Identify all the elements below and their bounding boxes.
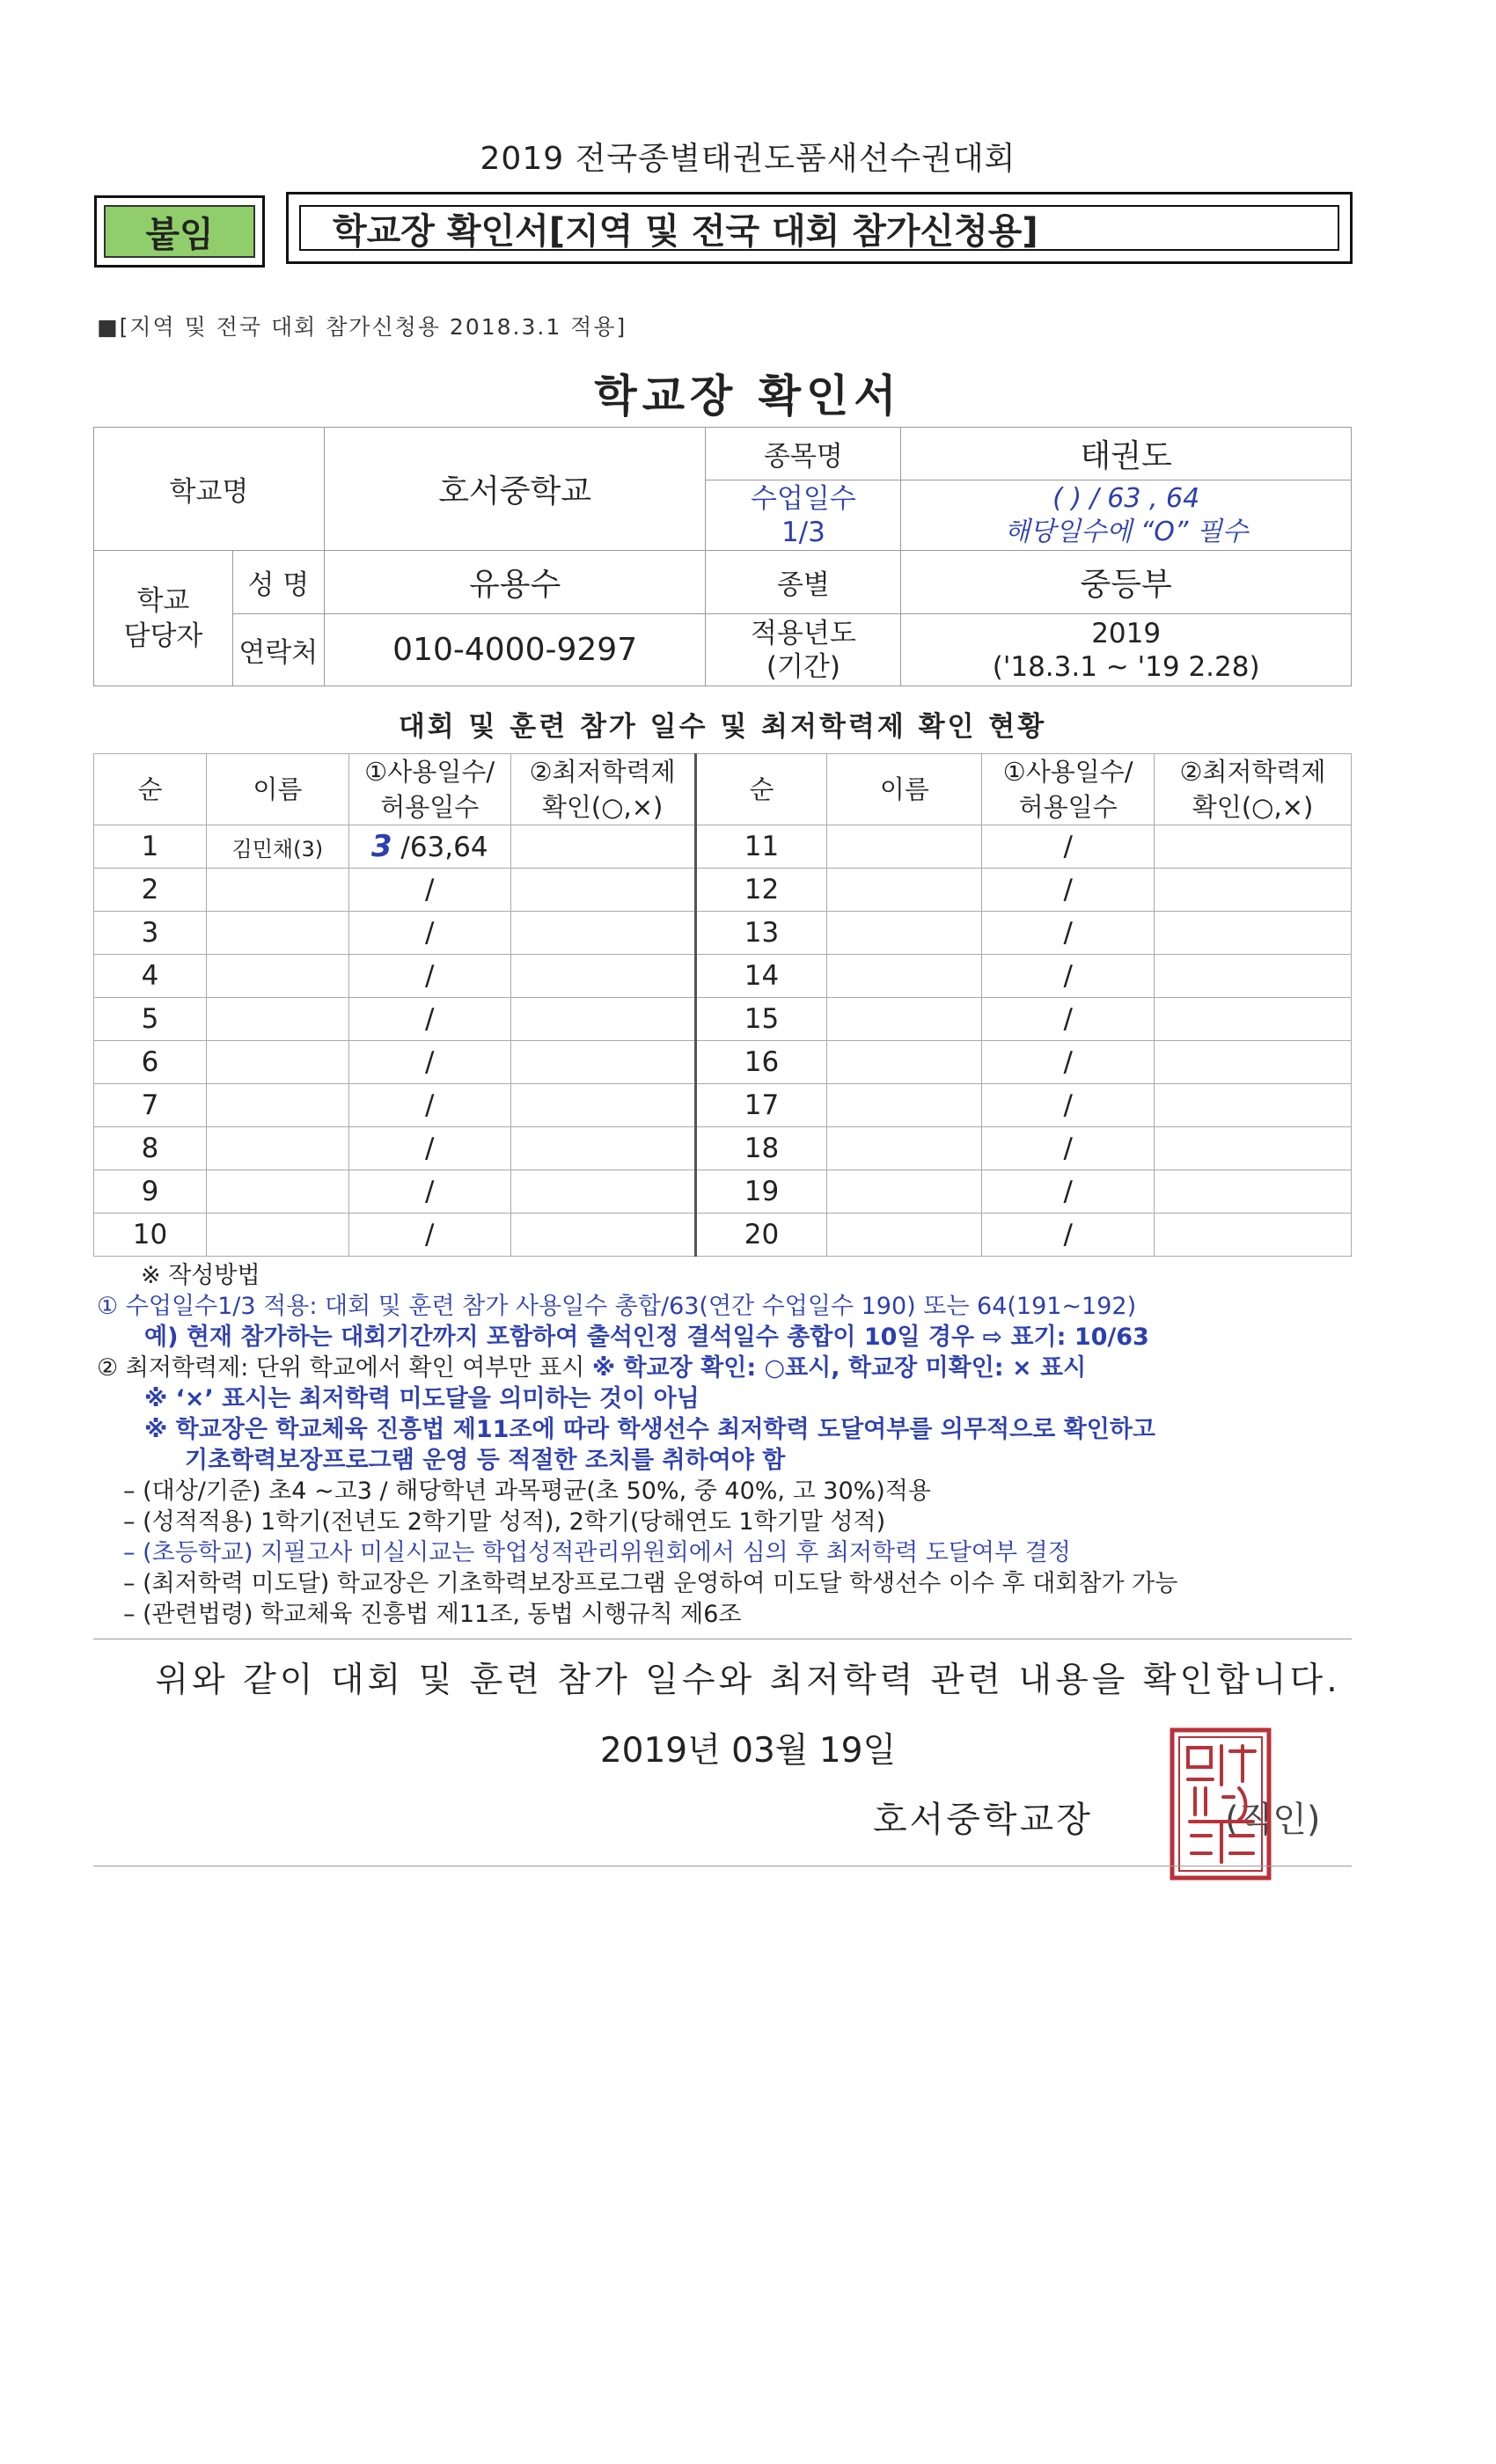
note-1a: ① 수업일수1/3 적용: 대회 및 훈련 참가 사용일수 총합/63(연간 수업일수 190) 또는 64(191~192) [97, 1293, 1137, 1320]
table-row [94, 998, 1352, 1041]
attachment-tag [94, 195, 265, 268]
manager-label-line2: 담당자 [123, 620, 203, 652]
col-check [510, 754, 695, 825]
table-row [94, 912, 1352, 955]
row-no-right: 11 [695, 825, 827, 869]
row-check-right [1155, 1214, 1352, 1257]
col-no-right: 순 [695, 754, 827, 825]
row-no: 3 [94, 912, 207, 955]
row-days: / [348, 955, 510, 998]
col-check-line2: 확인(○,×) [541, 792, 664, 822]
class-days-label [706, 480, 901, 551]
row-days: / [348, 998, 510, 1041]
row-name [206, 955, 348, 998]
name-value: 유용수 [324, 551, 706, 614]
row-no-right: 15 [695, 998, 827, 1041]
row-days-right: / [982, 1041, 1155, 1084]
row-no: 2 [94, 869, 207, 912]
row-name-right [827, 998, 982, 1041]
document-heading-box [286, 192, 1353, 264]
row-name: 김민채(3) [206, 825, 348, 869]
table-row [94, 1041, 1352, 1084]
section-title: 대회 및 훈련 참가 일수 및 최저학력제 확인 현황 [398, 711, 1047, 743]
note-4a: ※ 학교장은 학교체육 진흥법 제11조에 따라 학생선수 최저학력 도달여부를 의무적으로 확인하고 [144, 1416, 1155, 1443]
table-row [94, 1214, 1352, 1257]
row-days-allowed: /63,64 [400, 832, 488, 863]
event-title: 2019 전국종별태권도품새선수권대회 [480, 141, 1016, 177]
row-no: 9 [94, 1170, 207, 1214]
row-no-right: 16 [695, 1041, 827, 1084]
row-check [510, 825, 695, 869]
confirm-statement: 위와 같이 대회 및 훈련 참가 일수와 최저학력 관련 내용을 확인합니다. [155, 1661, 1341, 1700]
row-days-right: / [982, 1214, 1155, 1257]
row-name-right [827, 1084, 982, 1127]
table-row [94, 1084, 1352, 1127]
row-name-right [827, 869, 982, 912]
class-days-label-text: 수업일수 [751, 482, 856, 515]
row-check [510, 912, 695, 955]
row-days: / [348, 1170, 510, 1214]
row-check-right [1155, 869, 1352, 912]
row-no: 5 [94, 998, 207, 1041]
class-days-value: ( ) / 63 , 64 [1052, 482, 1200, 514]
name-label: 성 명 [232, 551, 324, 614]
row-days-right: / [982, 912, 1155, 955]
year-label [706, 614, 901, 686]
row-days-right: / [982, 1127, 1155, 1170]
row-days-right: / [982, 1084, 1155, 1127]
note-2a: ② 최저학력제: 단위 학교에서 확인 여부만 표시 [97, 1354, 585, 1382]
class-days-sub: 1/3 [781, 516, 825, 548]
detail-3: – (초등학교) 지필고사 미실시교는 학업성적관리위원회에서 심의 후 최저학력 도달여부 결정 [123, 1539, 1071, 1566]
row-check [510, 1170, 695, 1214]
row-name [206, 869, 348, 912]
row-name [206, 1041, 348, 1084]
col-check-right [1155, 754, 1352, 825]
row-name-right [827, 912, 982, 955]
col-days [348, 754, 510, 825]
col-check-right-line1: ②최저학력제 [1179, 757, 1326, 787]
row-days-right: / [982, 1170, 1155, 1214]
row-check-right [1155, 912, 1352, 955]
manager-label-line1: 학교 [136, 584, 190, 617]
row-days-right: / [982, 955, 1155, 998]
row-no-right: 18 [695, 1127, 827, 1170]
detail-1: – (대상/기준) 초4 ~고3 / 해당학년 과목평균(초 50%, 중 40%, 고 30%)적용 [123, 1478, 931, 1505]
row-days: / [348, 869, 510, 912]
attachment-tag-label: 붙임 [104, 205, 255, 258]
col-name: 이름 [206, 754, 348, 825]
detail-5: – (관련법령) 학교체육 진흥법 제11조, 동법 시행규칙 제6조 [123, 1601, 742, 1628]
apply-note: ■[지역 및 전국 대회 참가신청용 2018.3.1 적용] [97, 314, 627, 340]
issue-date: 2019년 03월 19일 [599, 1731, 897, 1771]
sport-label: 종목명 [706, 428, 901, 480]
seal-label: (직인) [1225, 1800, 1321, 1840]
table-row [94, 955, 1352, 998]
col-days-right-line1: ①사용일수/ [1002, 757, 1133, 787]
row-days-right: / [982, 825, 1155, 869]
row-name-right [827, 1214, 982, 1257]
note-3: ※ ‘×’ 표시는 최저학력 미도달을 의미하는 것이 아님 [144, 1385, 700, 1412]
row-check-right [1155, 1084, 1352, 1127]
row-check [510, 955, 695, 998]
note-2b: ※ 학교장 확인: ○표시, 학교장 미확인: × 표시 [591, 1354, 1087, 1382]
year-cell [901, 614, 1352, 686]
row-name [206, 1084, 348, 1127]
year-label-sub: (기간) [766, 650, 840, 683]
row-days-right: / [982, 998, 1155, 1041]
manager-label [94, 551, 233, 686]
row-no-right: 14 [695, 955, 827, 998]
row-name [206, 1170, 348, 1214]
row-check [510, 998, 695, 1041]
row-no-right: 12 [695, 869, 827, 912]
row-no: 4 [94, 955, 207, 998]
table-row [94, 869, 1352, 912]
info-table [93, 427, 1352, 686]
row-days: / [348, 1214, 510, 1257]
contact-value: 010-4000-9297 [324, 614, 706, 686]
row-days: / [348, 1041, 510, 1084]
row-no: 10 [94, 1214, 207, 1257]
table-header-row [94, 754, 1352, 825]
note-2 [97, 1353, 1364, 1383]
row-days: / [348, 1084, 510, 1127]
row-no: 8 [94, 1127, 207, 1170]
row-days: / [348, 1127, 510, 1170]
principal-signature: 호서중학교장 [873, 1800, 1093, 1840]
official-seal-icon [1169, 1727, 1272, 1881]
row-check [510, 1041, 695, 1084]
notes-heading: ※ 작성방법 [141, 1262, 260, 1289]
row-check-right [1155, 955, 1352, 998]
school-value: 호서중학교 [324, 428, 706, 551]
table-row [94, 1127, 1352, 1170]
row-days: / [348, 912, 510, 955]
row-no-right: 17 [695, 1084, 827, 1127]
row-name [206, 998, 348, 1041]
row-no-right: 20 [695, 1214, 827, 1257]
school-label: 학교명 [94, 428, 325, 551]
row-no-right: 13 [695, 912, 827, 955]
row-name-right [827, 955, 982, 998]
col-check-line1: ②최저학력제 [529, 757, 676, 787]
row-check-right [1155, 1170, 1352, 1214]
sport-value: 태권도 [901, 428, 1352, 480]
row-no: 1 [94, 825, 207, 869]
division-label: 종별 [706, 551, 901, 614]
detail-2: – (성적적용) 1학기(전년도 2학기말 성적), 2학기(당해연도 1학기말 성적) [123, 1508, 886, 1536]
contact-label: 연락처 [232, 614, 324, 686]
row-no-right: 19 [695, 1170, 827, 1214]
row-days [348, 825, 510, 869]
row-check [510, 1084, 695, 1127]
col-days-line1: ①사용일수/ [364, 757, 495, 787]
col-days-right-line2: 허용일수 [1018, 792, 1118, 822]
row-check-right [1155, 1127, 1352, 1170]
row-check [510, 1214, 695, 1257]
row-name-right [827, 825, 982, 869]
row-check [510, 869, 695, 912]
row-name-right [827, 1041, 982, 1084]
document-heading: 학교장 확인서[지역 및 전국 대회 참가신청용] [333, 210, 1038, 252]
division-value: 중등부 [901, 551, 1352, 614]
year-value: 2019 [1091, 617, 1162, 649]
row-name [206, 912, 348, 955]
row-check-right [1155, 825, 1352, 869]
row-check-right [1155, 1041, 1352, 1084]
row-check [510, 1127, 695, 1170]
detail-4: – (최저학력 미도달) 학교장은 기초학력보장프로그램 운영하여 미도달 학생선수 이수 후 대회참가 가능 [123, 1570, 1178, 1597]
row-no: 6 [94, 1041, 207, 1084]
col-days-line2: 허용일수 [380, 792, 480, 822]
col-check-right-line2: 확인(○,×) [1192, 792, 1314, 822]
table-row [94, 1170, 1352, 1214]
year-label-text: 적용년도 [751, 617, 856, 649]
row-days-used: 3 [370, 829, 392, 864]
table-row [94, 825, 1352, 869]
row-name-right [827, 1127, 982, 1170]
row-days-right: / [982, 869, 1155, 912]
note-4b: 기초학력보장프로그램 운영 등 적절한 조치를 취하여야 함 [185, 1447, 786, 1474]
row-name-right [827, 1170, 982, 1214]
participation-table [93, 753, 1352, 1257]
class-days-note: 해당일수에 “O” 필수 [1004, 516, 1248, 547]
col-name-right: 이름 [827, 754, 982, 825]
note-1b: 예) 현재 참가하는 대회기간까지 포함하여 출석인정 결석일수 총합이 10일 경우 ⇨ 표기: 10/63 [144, 1324, 1149, 1351]
writing-instructions [97, 1260, 1364, 1630]
class-days-cell [901, 480, 1352, 551]
col-no: 순 [94, 754, 207, 825]
col-days-right [982, 754, 1155, 825]
doc-title: 학교장 확인서 [594, 370, 902, 422]
year-period: ('18.3.1 ~ '19 2.28) [992, 650, 1260, 683]
row-check-right [1155, 998, 1352, 1041]
row-no: 7 [94, 1084, 207, 1127]
row-name [206, 1127, 348, 1170]
row-name [206, 1214, 348, 1257]
